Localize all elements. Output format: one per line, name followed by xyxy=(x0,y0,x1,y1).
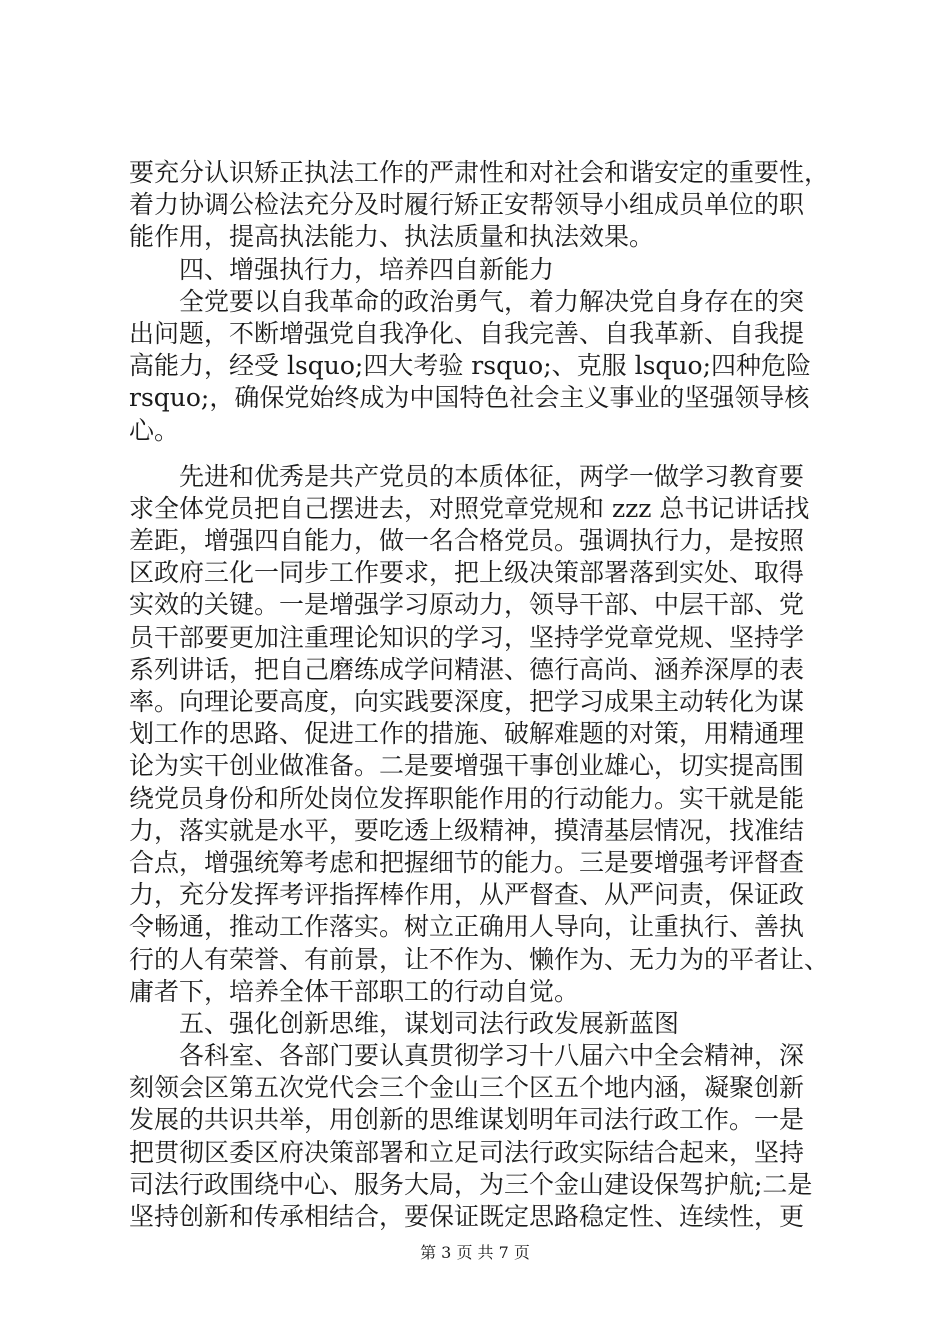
text-line: 绕党员身份和所处岗位发挥职能作用的行动能力。实干就是能 xyxy=(129,783,805,813)
paragraph-2 xyxy=(129,286,829,447)
text-line: 着力协调公检法充分及时履行矫正安帮领导小组成员单位的职 xyxy=(129,190,805,220)
text-line: 令畅通，推动工作落实。树立正确用人导向，让重执行、善执 xyxy=(129,912,805,942)
text-line: 发展的共识共举，用创新的思维谋划明年司法行政工作。一是 xyxy=(129,1105,805,1135)
text-line: 高能力，经受 lsquo;四大考验 rsquo;、克服 lsquo;四种危险 xyxy=(129,351,812,381)
text-line: 划工作的思路、促进工作的措施、破解难题的对策，用精通理 xyxy=(129,719,805,749)
page-number-footer: 第 3 页 共 7 页 xyxy=(420,1243,530,1262)
text-line: 各科室、各部门要认真贯彻学习十八届六中全会精神，深 xyxy=(179,1041,805,1071)
text-line: 合点，增强统筹考虑和把握细节的能力。三是要增强考评督查 xyxy=(129,847,805,877)
text-line: 实效的关键。一是增强学习原动力，领导干部、中层干部、党 xyxy=(129,590,805,620)
text-line: 差距，增强四自能力，做一名合格党员。强调执行力，是按照 xyxy=(129,526,805,556)
text-line: 区政府三化一同步工作要求，把上级决策部署落到实处、取得 xyxy=(129,558,805,588)
text-line: 司法行政围绕中心、服务大局，为三个金山建设保驾护航;二是 xyxy=(129,1169,813,1199)
text-line: 论为实干创业做准备。二是要增强干事创业雄心，切实提高围 xyxy=(129,751,805,781)
paragraph-3 xyxy=(129,461,829,1008)
text-line: 要充分认识矫正执法工作的严肃性和对社会和谐安定的重要性， xyxy=(129,158,829,187)
text-line: 求全体党员把自己摆进去，对照党章党规和 zzz 总书记讲话找 xyxy=(129,493,810,523)
text-line: 坚持创新和传承相结合，要保证既定思路稳定性、连续性，更 xyxy=(129,1202,805,1231)
paragraph-1 xyxy=(129,157,829,254)
text-line: 力，充分发挥考评指挥棒作用，从严督查、从严问责，保证政 xyxy=(129,880,805,910)
text-line: 刻领会区第五次党代会三个金山三个区五个地内涵，凝聚创新 xyxy=(129,1073,805,1103)
text-line: 力，落实就是水平，要吃透上级精神，摸清基层情况，找准结 xyxy=(129,815,805,845)
section-heading-4: 四、增强执行力，培养四自新能力 xyxy=(179,254,555,284)
text-line: rsquo;，确保党始终成为中国特色社会主义事业的坚强领导核 xyxy=(129,383,810,413)
text-line: 把贯彻区委区府决策部署和立足司法行政实际结合起来，坚持 xyxy=(129,1137,805,1167)
text-line: 行的人有荣誉、有前景，让不作为、懒作为、无力为的平者让、 xyxy=(129,944,829,974)
text-line: 能作用，提高执法能力、执法质量和执法效果。 xyxy=(129,222,655,252)
section-heading-5: 五、强化创新思维，谋划司法行政发展新蓝图 xyxy=(179,1008,680,1038)
text-line: 出问题，不断增强党自我净化、自我完善、自我革新、自我提 xyxy=(129,318,805,348)
text-line: 庸者下，培养全体干部职工的行动自觉。 xyxy=(129,976,580,1006)
text-line: 全党要以自我革命的政治勇气，着力解决党自身存在的突 xyxy=(179,286,805,316)
text-line: 系列讲话，把自己磨练成学问精湛、德行高尚、涵养深厚的表 xyxy=(129,654,805,684)
text-line: 心。 xyxy=(129,415,180,445)
document-body xyxy=(129,157,829,1233)
text-line: 率。向理论要高度，向实践要深度，把学习成果主动转化为谋 xyxy=(129,687,805,716)
text-line: 先进和优秀是共产党员的本质体征，两学一做学习教育要 xyxy=(179,461,805,491)
paragraph-spacer xyxy=(129,447,829,461)
paragraph-4 xyxy=(129,1040,829,1233)
text-line: 员干部要更加注重理论知识的学习，坚持学党章党规、坚持学 xyxy=(129,622,805,652)
